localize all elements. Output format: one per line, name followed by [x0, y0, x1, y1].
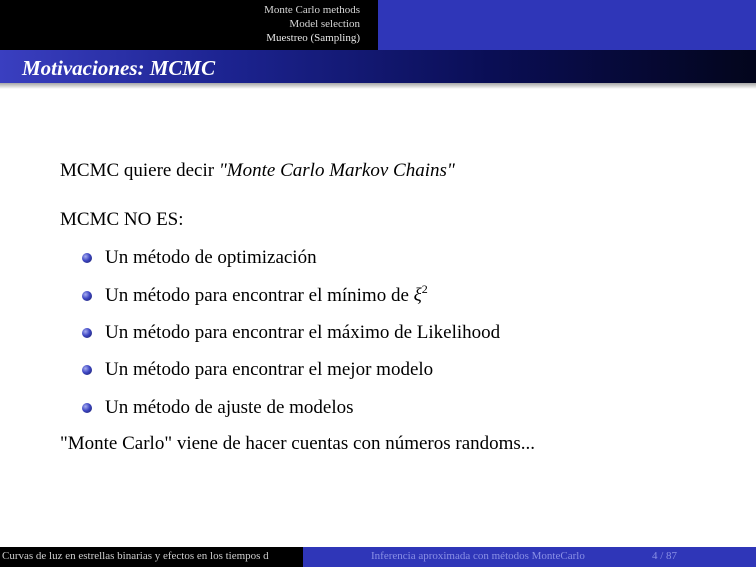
xi-symbol: ξ: [413, 285, 422, 306]
nav-section-muestreo[interactable]: Muestreo (Sampling): [266, 32, 360, 44]
nav-section-monte-carlo[interactable]: Monte Carlo methods: [264, 4, 360, 16]
header-nav-left: [0, 0, 378, 50]
bullet-icon: [82, 403, 92, 413]
section-navigation: [0, 3, 378, 45]
bullet-text: Un método de optimización: [105, 247, 317, 268]
title-bar-shadow: [0, 83, 756, 89]
not-heading: MCMC NO ES:: [60, 209, 184, 230]
footer-page-number: 4 / 87: [652, 550, 678, 562]
xi-exponent: 2: [421, 282, 428, 296]
intro-quoted: "Monte Carlo Markov Chains": [218, 160, 455, 181]
bullet-icon: [82, 328, 92, 338]
closing-line: "Monte Carlo" viene de hacer cuentas con números randoms...: [60, 433, 536, 454]
header-nav-right: [378, 0, 756, 50]
bullet-icon: [82, 253, 92, 263]
footer-talk-title[interactable]: Inferencia aproximada con métodos MonteCarlo: [371, 550, 585, 562]
bullet-text: Un método para encontrar el mejor modelo: [105, 359, 434, 380]
intro-line: [60, 160, 455, 182]
bullet-icon: [82, 291, 92, 301]
bullet-text: Un método de ajuste de modelos: [105, 397, 354, 418]
bullet-icon: [82, 365, 92, 375]
bullet-text: Un método para encontrar el mínimo de: [105, 285, 414, 306]
footer-authors[interactable]: Curvas de luz en estrellas binarias y efectos en los tiempos d: [2, 550, 269, 562]
bullet-text: Un método para encontrar el máximo de Likelihood: [105, 322, 501, 343]
nav-section-model-selection[interactable]: Model selection: [289, 18, 360, 30]
frame-title: Motivaciones: MCMC: [22, 56, 216, 80]
bullet-text-chi: [105, 282, 428, 308]
intro-prefix: MCMC quiere decir: [60, 160, 219, 181]
